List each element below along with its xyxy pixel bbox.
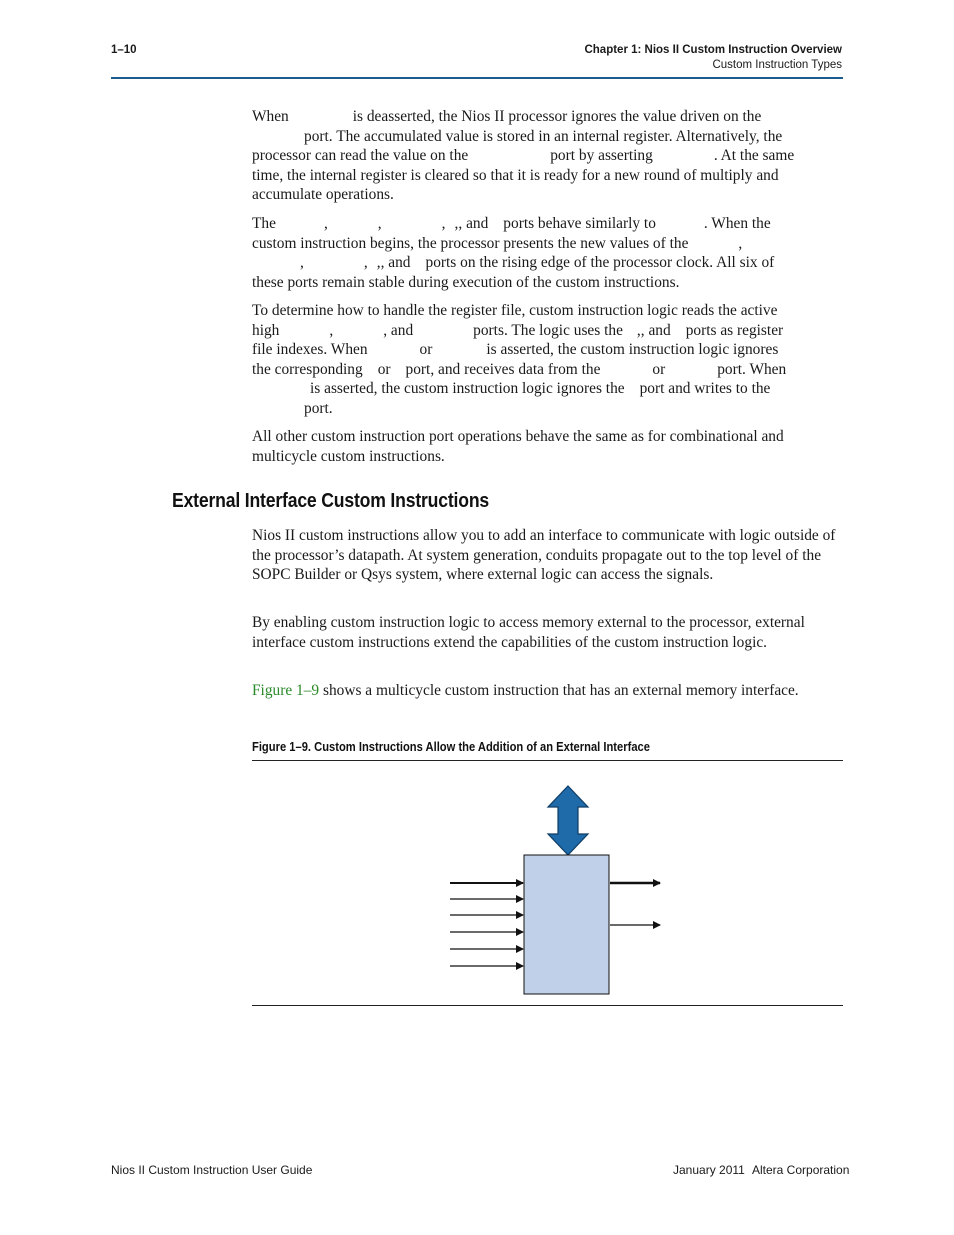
header-rule: [111, 77, 843, 79]
figure-diagram: [252, 762, 843, 1005]
paragraph-1: When is deasserted, the Nios II processor ignores the value driven on the port. The accumulated value is stored in an internal register. Alternatively, the processor can read the value on the port by asserting . At the same time, the internal register is cleared so that it is ready for a new round of multiply and accumulate operations.: [252, 108, 795, 203]
paragraph-3: To determine how to handle the register file, custom instruction logic reads the active high , , and ports. The logic uses the ,, and ports as register file indexes. When or is asserted, the custom instruction logic ignores the corresponding or port, and receives data from the or port. When is asserted, the custom instruction logic ignores the port and writes to the port.: [252, 302, 787, 417]
page-number: 1–10: [111, 44, 137, 56]
footer-company: Altera Corporation: [752, 1163, 850, 1177]
paragraph-2: The , , , ,, and ports behave similarly to . When the custom instruction begins, the processor presents the new values of the , , , ,, and ports on the rising edge of the processor clock. All six of these ports remain stable during execution of the custom instructions.: [252, 215, 775, 291]
figure-top-rule: [252, 760, 843, 761]
figure-bottom-rule: [252, 1005, 843, 1006]
paragraph-4: All other custom instruction port operations behave the same as for combinational and multicycle custom instructions.: [252, 428, 784, 465]
paragraph-6: By enabling custom instruction logic to access memory external to the processor, external interface custom instructions extend the capabilities of the custom instruction logic.: [252, 614, 805, 651]
paragraph-5: Nios II custom instructions allow you to add an interface to communicate with logic outside of the processor’s datapath. At system generation, conduits propagate out to the top level of the SOPC Builder or Qsys system, where external logic can access the signals.: [252, 527, 836, 583]
footer-date: January 2011: [673, 1163, 745, 1177]
custom-logic-block: [524, 855, 609, 994]
footer-guide-title: Nios II Custom Instruction User Guide: [111, 1163, 313, 1177]
section-heading: External Interface Custom Instructions: [172, 490, 490, 512]
paragraph-7: Figure 1–9 shows a multicycle custom instruction that has an external memory interface.: [252, 682, 799, 699]
running-section-title: Custom Instruction Types: [712, 59, 842, 71]
figure-link[interactable]: Figure 1–9: [252, 682, 320, 699]
chapter-title: Chapter 1: Nios II Custom Instruction Overview: [584, 44, 842, 56]
figure-caption: Figure 1–9. Custom Instructions Allow the Addition of an External Interface: [252, 739, 650, 754]
external-interface-arrow: [548, 786, 588, 855]
